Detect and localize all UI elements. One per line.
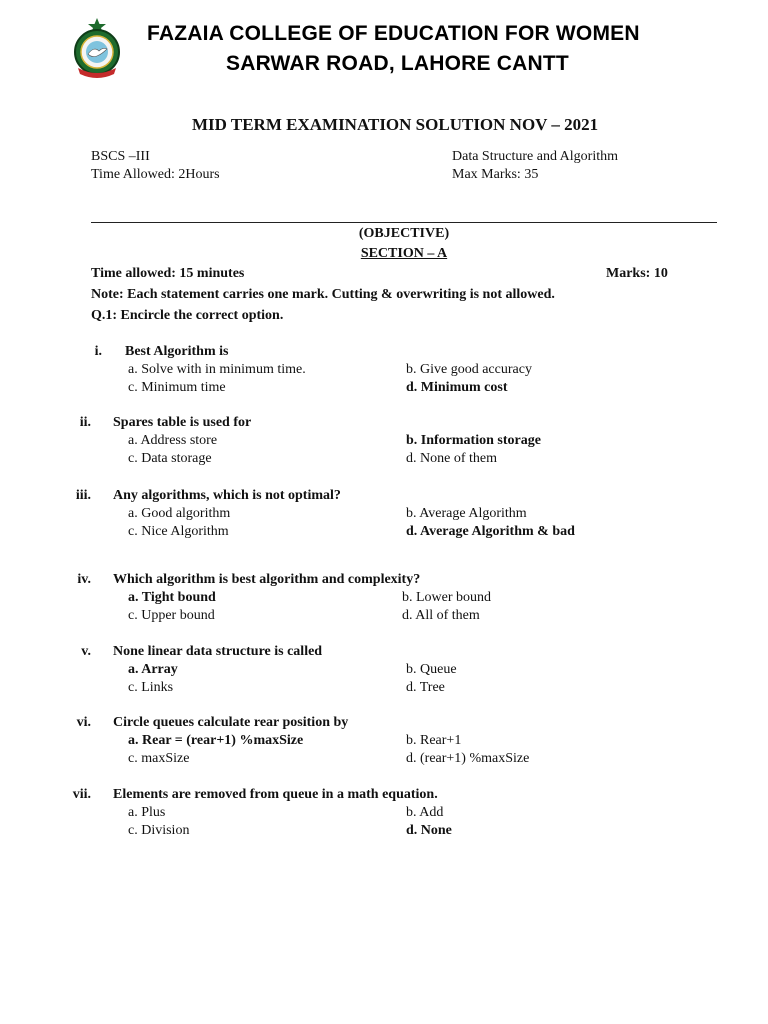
question-number: vi. [76,715,91,730]
answer-option[interactable]: d. (rear+1) %maxSize [406,751,530,766]
question-text: Elements are removed from queue in a math equation. [113,787,438,802]
correct-option[interactable]: d. Minimum cost [406,380,508,395]
correct-option[interactable]: a. Rear = (rear+1) %maxSize [128,733,304,748]
section-marks: Marks: 10 [606,266,668,281]
answer-option[interactable]: a. Address store [128,433,218,448]
answer-option[interactable]: b. Give good accuracy [406,362,532,377]
answer-option[interactable]: c. Upper bound [128,608,215,623]
exam-title: MID TERM EXAMINATION SOLUTION NOV – 2021 [192,115,599,134]
time-allowed-label: Time Allowed: 2Hours [91,167,220,182]
section-instruction: Q.1: Encircle the correct option. [91,308,284,323]
section-time: Time allowed: 15 minutes [91,266,245,281]
question-text: Any algorithms, which is not optimal? [113,488,341,503]
question-text: Spares table is used for [113,415,252,430]
class-label: BSCS –III [91,149,150,164]
section-note: Note: Each statement carries one mark. Cutting & overwriting is not allowed. [91,287,555,302]
question-text: Circle queues calculate rear position by [113,715,349,730]
answer-option[interactable]: b. Queue [406,662,457,677]
max-marks-label: Max Marks: 35 [452,167,539,182]
divider-line [91,222,717,223]
question-text: Which algorithm is best algorithm and complexity? [113,572,421,587]
answer-option[interactable]: c. Minimum time [128,380,226,395]
answer-option[interactable]: d. None of them [406,451,497,466]
answer-option[interactable]: a. Plus [128,805,166,820]
college-name-line2: SARWAR ROAD, LAHORE CANTT [226,52,569,75]
answer-option[interactable]: a. Good algorithm [128,506,231,521]
question-text: Best Algorithm is [125,344,229,359]
correct-option[interactable]: d. Average Algorithm & bad [406,524,575,539]
answer-option[interactable]: b. Average Algorithm [406,506,527,521]
correct-option[interactable]: d. None [406,823,452,838]
correct-option[interactable]: a. Tight bound [128,590,216,605]
question-number: iv. [77,572,91,587]
college-crest-icon [66,16,128,80]
question-number: vii. [72,787,91,802]
correct-option[interactable]: b. Information storage [406,433,541,448]
answer-option[interactable]: b. Rear+1 [406,733,462,748]
answer-option[interactable]: d. All of them [402,608,480,623]
answer-option[interactable]: a. Solve with in minimum time. [128,362,306,377]
section-type: (OBJECTIVE) [358,226,450,241]
question-text: None linear data structure is called [113,644,323,659]
correct-option[interactable]: a. Array [128,662,178,677]
answer-option[interactable]: c. Data storage [128,451,212,466]
answer-option[interactable]: c. maxSize [128,751,190,766]
question-number: ii. [79,415,91,430]
answer-option[interactable]: b. Lower bound [402,590,492,605]
question-number: iii. [75,488,91,503]
college-logo [66,16,128,80]
subject-label: Data Structure and Algorithm [452,149,619,164]
question-number: i. [94,344,102,359]
answer-option[interactable]: c. Nice Algorithm [128,524,229,539]
answer-option[interactable]: b. Add [406,805,444,820]
question-number: v. [81,644,91,659]
section-name: SECTION – A [360,246,448,261]
answer-option[interactable]: d. Tree [406,680,445,695]
college-name-line1: FAZAIA COLLEGE OF EDUCATION FOR WOMEN [147,22,640,45]
answer-option[interactable]: c. Division [128,823,190,838]
answer-option[interactable]: c. Links [128,680,174,695]
